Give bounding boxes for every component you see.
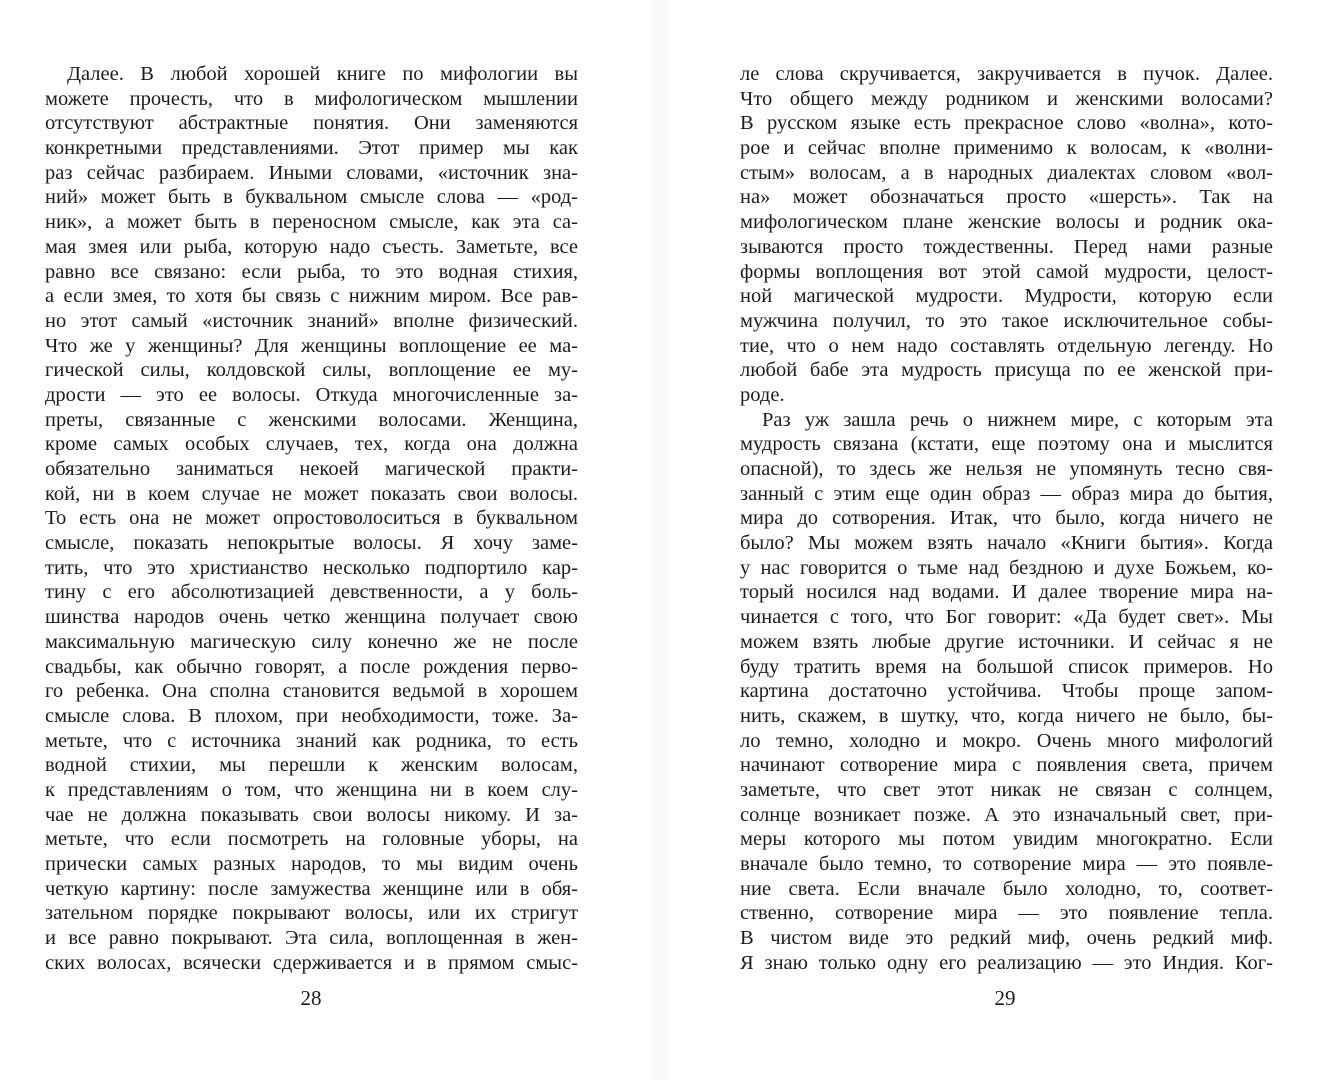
text-line: го ребенка. Она сполна становится ведьмой в хорошем (45, 680, 578, 703)
text-line: смысле, показать непокрытые волосы. Я хочу заме- (45, 532, 578, 555)
text-line: формы воплощения вот этой самой мудрости, целост- (740, 260, 1273, 283)
text-line: можем взять любые другие источники. И сейчас я не (740, 630, 1273, 653)
text-line: Я знаю только одну его реализацию — это Индия. Ког- (740, 951, 1273, 974)
text-line: ственно, сотворение мира — это появление тепла. (740, 902, 1273, 925)
text-line: шинства народов очень четко женщина получает свою (45, 606, 578, 629)
text-line: кой, ни в коем случае не может показать свои волосы. (45, 482, 578, 505)
text-line: опасной), то здесь же нельзя не упомянуть тесно свя- (740, 458, 1273, 480)
text-line: В чистом виде это редкий миф, очень редкий миф. (740, 927, 1273, 950)
left-page-text (45, 62, 578, 975)
text-line: чинается с того, что Бог говорит: «Да будет свет». Мы (740, 606, 1273, 629)
text-line: роде. (740, 383, 785, 406)
text-line: было? Мы можем взять начало «Книги бытия». Когда (740, 532, 1273, 555)
text-line: гической силы, колдовской силы, воплощение ее му- (45, 359, 578, 382)
text-line: чае не должна показывать свои волосы никому. И за- (45, 803, 578, 826)
text-line: кроме самых особых случаев, тех, когда она должна (45, 433, 578, 456)
text-line: ние света. Если вначале было холодно, то, соответ- (740, 877, 1273, 900)
text-line: преты, связанные с женскими волосами. Женщина, (45, 408, 578, 431)
text-line: То есть она не может опростоволоситься в буквальном (45, 507, 578, 530)
text-line: солнце возникает позже. А это изначальный свет, при- (740, 803, 1273, 826)
text-line: мира до сотворения. Итак, что было, когда ничего не (740, 507, 1273, 530)
text-line: четкую картину: после замужества женщине или в обя- (45, 877, 578, 900)
text-line: зательном порядке покрывают волосы, или их стригут (45, 902, 578, 925)
text-line: тить, что это христианство несколько подпортило кар- (45, 556, 578, 579)
text-line: мифологическом плане женские волосы и родник ока- (740, 211, 1273, 234)
text-line: ле слова скручивается, закручивается в пучок. Далее. (740, 63, 1273, 85)
text-line: тие, что о нем надо составлять отдельную легенду. Но (740, 334, 1273, 357)
text-line: а если змея, то хотя бы связь с нижним миром. Все рав- (45, 285, 578, 308)
text-line: вначале было темно, то сотворение мира — это появле- (740, 853, 1273, 875)
text-line: меры которого мы потом увидим многократно. Если (740, 828, 1273, 851)
page-number-left: 28 (300, 986, 322, 1010)
text-line: Раз уж зашла речь о нижнем мире, с которым эта (762, 408, 1273, 431)
text-line: ний» может быть в буквальном смысле слова — «род- (45, 186, 578, 209)
text-line: заметьте, что свет этот никак не связан с солнцем, (740, 778, 1273, 801)
text-line: Что же у женщины? Для женщины воплощение ее ма- (45, 334, 578, 357)
text-line: метьте, что с источника знаний как родника, то есть (45, 729, 578, 752)
text-line: равно все связано: если рыба, то это водная стихия, (45, 260, 578, 283)
text-line: свадьбы, как обычно говорят, а после рождения перво- (45, 655, 578, 678)
book-gutter (650, 0, 670, 1080)
text-line: Далее. В любой хорошей книге по мифологии вы (67, 63, 578, 85)
text-line: занный с этим еще один образ — образ мира до бытия, (740, 482, 1273, 505)
right-page-text (740, 62, 1273, 975)
text-line: ских волосах, всячески сдерживается и в прямом смыс- (45, 951, 578, 974)
text-line: водной стихии, мы перешли к женским волосам, (45, 754, 578, 777)
text-line: В русском языке есть прекрасное слово «волна», кото- (740, 112, 1273, 135)
text-line: можете прочесть, что в мифологическом мышлении (45, 87, 578, 110)
text-line: ной магической мудрости. Мудрости, которую если (740, 285, 1273, 308)
text-line: к представлениям о том, что женщина ни в коем слу- (45, 778, 578, 801)
text-line: стым» волосам, а в народных диалектах словом «вол- (740, 161, 1273, 184)
text-line: буду тратить время на большой список примеров. Но (740, 655, 1273, 678)
text-line: прически самых разных народов, то мы видим очень (45, 853, 578, 875)
text-line: обязательно заниматься некоей магической практи- (45, 458, 578, 480)
text-line: торый носился над водами. И далее творение мира на- (740, 581, 1273, 604)
text-line: мужчина получил, то это такое исключительное собы- (740, 309, 1273, 332)
text-line: на» может обозначаться просто «шерсть». Так на (740, 186, 1273, 209)
text-line: и все равно покрывают. Эта сила, воплощенная в жен- (45, 927, 578, 950)
text-line: зываются просто тождественны. Перед нами разные (740, 235, 1273, 258)
text-line: конкретными представлениями. Этот пример мы как (45, 137, 578, 160)
text-line: Что общего между родником и женскими волосами? (740, 87, 1273, 110)
text-line: отсутствуют абстрактные понятия. Они заменяются (45, 112, 578, 135)
text-line: ло темно, холодно и мокро. Очень много мифологий (740, 729, 1273, 752)
text-line: у нас говорится о тьме над бездною и духе Божьем, ко- (740, 556, 1273, 579)
text-line: нить, скажем, в шутку, что, когда ничего не было, бы- (740, 704, 1273, 727)
text-line: рое и сейчас вполне применимо к волосам, к «волни- (740, 137, 1273, 160)
text-line: мая змея или рыба, которую надо съесть. Заметьте, все (45, 235, 578, 258)
text-line: ник», а может быть в переносном смысле, как эта са- (45, 211, 578, 234)
text-line: мудрость связана (кстати, еще поэтому она и мыслится (740, 433, 1273, 456)
text-line: картина достаточно устойчива. Чтобы проще запом- (740, 680, 1273, 703)
text-line: дрости — это ее волосы. Откуда многочисленные за- (45, 383, 578, 406)
text-line: любой бабе эта мудрость присуща по ее женской при- (740, 359, 1273, 382)
text-line: метьте, что если посмотреть на головные уборы, на (45, 828, 578, 851)
text-line: начинают сотворение мира с появления света, причем (740, 754, 1273, 777)
page-number-right: 29 (994, 986, 1016, 1010)
text-line: смысле слова. В плохом, при необходимости, тоже. За- (45, 704, 578, 727)
text-line: но этот самый «источник знаний» вполне физический. (45, 309, 578, 332)
text-line: максимальную магическую силу конечно же не после (45, 630, 578, 653)
text-line: тину с его абсолютизацией девственности, а у боль- (45, 581, 578, 604)
text-line: раз сейчас разбираем. Иными словами, «источник зна- (45, 161, 578, 184)
